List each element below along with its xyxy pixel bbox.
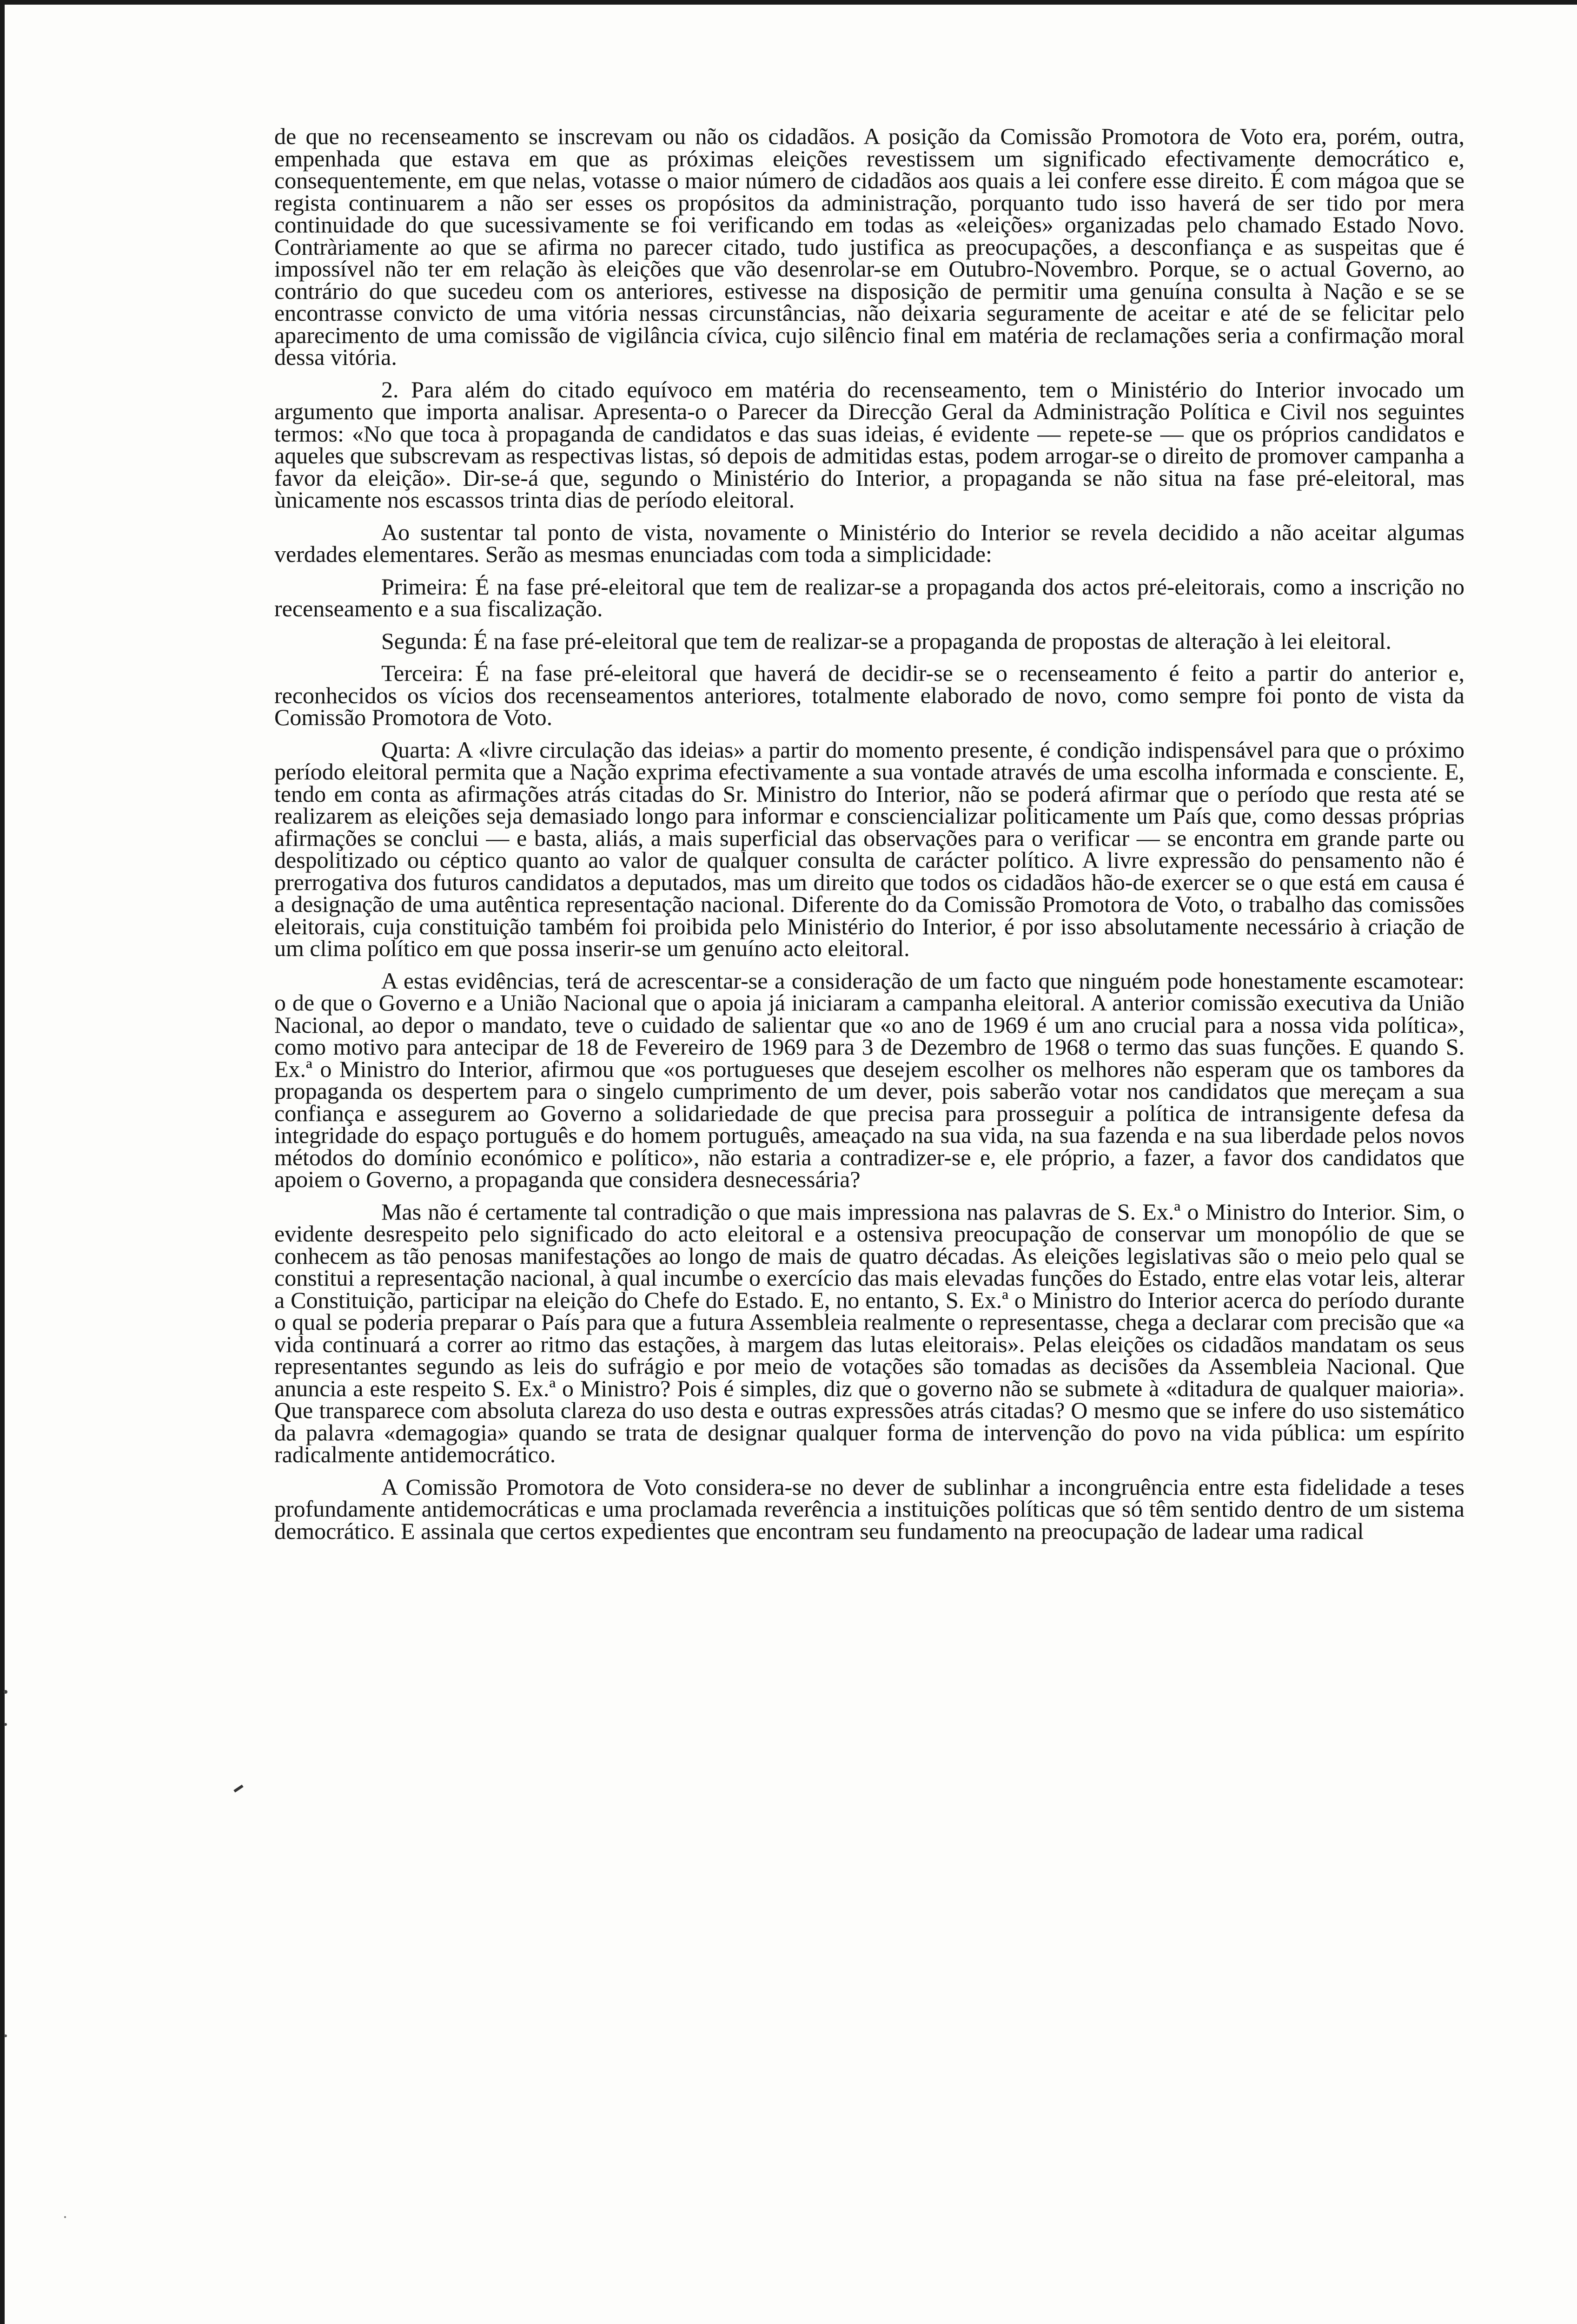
paragraph: Mas não é certamente tal contradição o que mais impressiona nas palavras de S. Ex.ª o Ministro do Interior. Sim, o evidente desrespeito pelo significado do acto eleitoral e a ostensiva preocupação de conservar um monopólio de que se conhecem as tão penosas manifestações ao longo de mais de quatro décadas. As eleições legislativas são o meio pelo qual se constitui a representação nacional, à qual incumbe o exercício das mais elevadas funções do Estado, entre elas votar leis, alterar a Constituição, participar na eleição do Chefe do Estado. E, no entanto, S. Ex.ª o Ministro do Interior acerca do período durante o qual se poderia preparar o País para que a futura Assembleia realmente o representasse, chega a declarar com precisão que «a vida continuará a correr ao ritmo das estações, à margem das lutas eleitorais». Pelas eleições os cidadãos mandatam os seus representantes segundo as leis do sufrágio e por meio de votações são tomadas as decisões da Assembleia Nacional. Que anuncia a este respeito S. Ex.ª o Ministro? Pois é simples, diz que o governo não se submete à «ditadura de qualquer maioria». Que transparece com absoluta clareza do uso desta e outras expressões atrás citadas? O mesmo que se infere do uso sistemático da palavra «demagogia» quando se trata de designar qualquer forma de intervenção do povo na vida pública: um espírito radicalmente antidemocrático. xyxy=(274,1198,1464,1467)
paragraph: A Comissão Promotora de Voto considera-se no dever de sublinhar a incongruência entre esta fidelidade a teses profundamente antidemocráticas e uma proclamada reverência a instituições políticas que só têm sentido dentro de um sistema democrático. E assinala que certos expedientes que encontram seu fundamento na preocupação de ladear uma radical xyxy=(274,1473,1464,1544)
paragraph: Quarta: A «livre circulação das ideias» a partir do momento presente, é condição indispensável para que o próximo período eleitoral permita que a Nação exprima efectivamente a sua vontade através de uma escolha informada e consciente. E, tendo em conta as afirmações atrás citadas do Sr. Ministro do Interior, não se poderá afirmar que o período que resta até se realizarem as eleições seja demasiado longo para informar e consciencializar politicamente um País que, como dessas próprias afirmações se conclui — e basta, aliás, a mais superficial das observações para o verificar — se encontra em grande parte ou despolitizado ou céptico quanto ao valor de qualquer consulta de carácter político. A livre expressão do pensamento não é prerrogativa dos futuros candidatos a deputados, mas um direito que todos os cidadãos hão-de exercer se o que está em causa é a designação de uma autêntica representação nacional. Diferente do da Comissão Promotora de Voto, o trabalho das comissões eleitorais, cuja constituição também foi proibida pelo Ministério do Interior, é por isso absolutamente necessário à criação de um clima político em que possa inserir-se um genuíno acto eleitoral. xyxy=(274,736,1464,961)
paragraph: Segunda: É na fase pré-eleitoral que tem de realizar-se a propaganda de propostas de alteração à lei eleitoral. xyxy=(381,627,1391,654)
paragraph: 2. Para além do citado equívoco em matéria do recenseamento, tem o Ministério do Interior invocado um argumento que importa analisar. Apresenta-o o Parecer da Direcção Geral da Administração Política e Civil nos seguintes termos: «No que toca à propaganda de candidatos e das suas ideias, é evidente — repete-se — que os próprios candidatos e aqueles que subscrevam as respectivas listas, só depois de admitidas estas, podem arrogar-se o direito de promover campanha a favor da eleição». Dir-se-á que, segundo o Ministério do Interior, a propaganda se não situa na fase pré-eleitoral, mas ùnicamente nos escassos trinta dias de período eleitoral. xyxy=(274,376,1464,513)
scan-edge-left xyxy=(0,0,5,2324)
paragraph: Terceira: É na fase pré-eleitoral que haverá de decidir-se se o recenseamento é feito a partir do anterior e, reconhecidos os vícios dos recenseamentos anteriores, totalmente elaborado de novo, como sempre foi ponto de vista da Comissão Promotora de Voto. xyxy=(274,660,1464,730)
paragraph: Ao sustentar tal ponto de vista, novamente o Ministério do Interior se revela decidido a não aceitar algumas verdades elementares. Serão as mesmas enunciadas com toda a simplicidade: xyxy=(274,519,1464,567)
paragraph: Primeira: É na fase pré-eleitoral que tem de realizar-se a propaganda dos actos pré-eleitorais, como a inscrição no recenseamento e a sua fiscalização. xyxy=(274,573,1464,621)
scan-edge-top xyxy=(0,0,1577,5)
body-text xyxy=(274,125,1464,1552)
paragraph: A estas evidências, terá de acrescentar-se a consideração de um facto que ninguém pode honestamente escamotear: o de que o Governo e a União Nacional que o apoia já iniciaram a campanha eleitoral. A anterior comissão executiva da União Nacional, ao depor o mandato, teve o cuidado de salientar que «o ano de 1969 é um ano crucial para a nossa vida política», como motivo para antecipar de 18 de Fevereiro de 1969 para 3 de Dezembro de 1968 o termo das suas funções. E quando S. Ex.ª o Ministro do Interior, afirmou que «os portugueses que desejem escolher os melhores não esperam que os tambores da propaganda os despertem para o singelo cumprimento de um dever, pois saberão votar nos candidatos que mereçam a sua confiança e assegurem ao Governo a solidariedade de que precisa para prosseguir a política de intransigente defesa da integridade do espaço português e do homem português, ameaçado na sua vida, na sua fazenda e na sua liberdade pelos novos métodos do domínio económico e político», não estaria a contradizer-se e, ele próprio, a fazer, a favor dos candidatos que apoiem o Governo, a propaganda que considera desnecessária? xyxy=(274,967,1464,1192)
paragraph: de que no recenseamento se inscrevam ou não os cidadãos. A posição da Comissão Promotora de Voto era, porém, outra, empenhada que estava em que as próximas eleições revestissem um significado efectivamente democrático e, consequentemente, em que nelas, votasse o maior número de cidadãos aos quais a lei confere esse direito. É com mágoa que se regista continuarem a não ser esses os propósitos da administração, porquanto tudo isso haverá de ser tido por mera continuidade do que sucessivamente se foi verificando em todas as «eleições» organizadas pelo chamado Estado Novo. Contràriamente ao que se afirma no parecer citado, tudo justifica as preocupações, a desconfiança e as suspeitas que é impossível não ter em relação às eleições que vão desenrolar-se em Outubro-Novembro. Porque, se o actual Governo, ao contrário do que sucedeu com os anteriores, estivesse na disposição de permitir uma genuína consulta à Nação e se se encontrasse convicto de uma vitória nessas circunstâncias, não deixaria seguramente de aceitar e até de se felicitar pelo aparecimento de uma comissão de vigilância cívica, cujo silêncio final em matéria de reclamações seria a confirmação moral dessa vitória. xyxy=(274,123,1464,370)
